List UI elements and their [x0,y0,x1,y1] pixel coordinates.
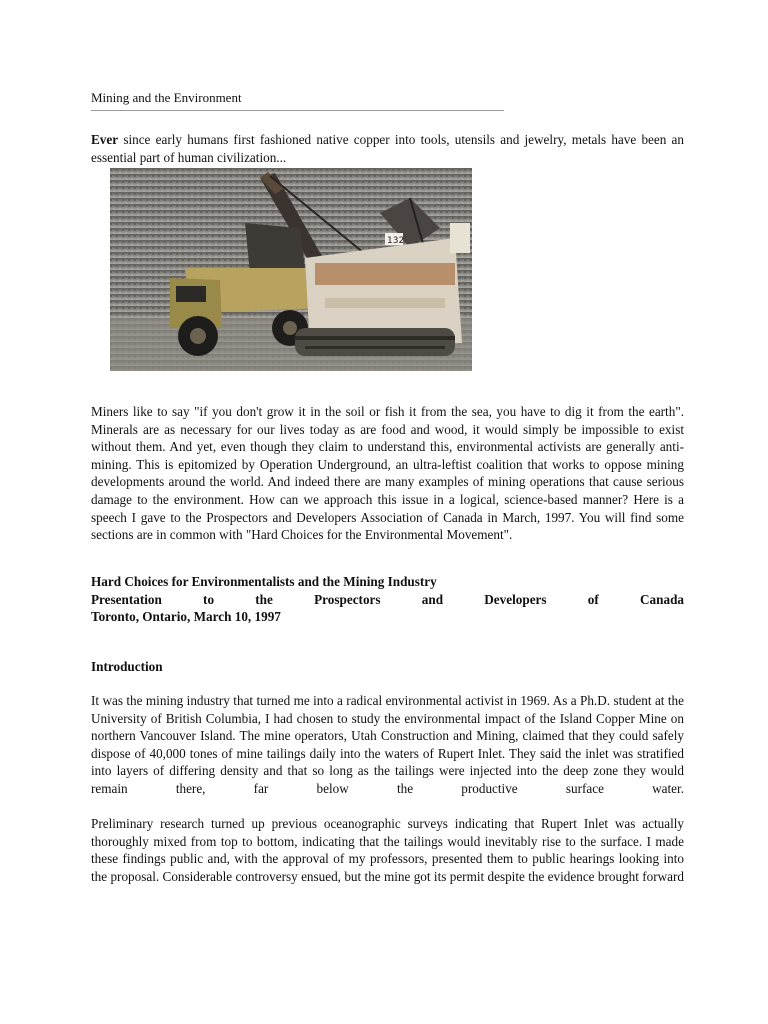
miners-paragraph: Miners like to say "if you don't grow it in the soil or fish it from the sea, you have to dig it from the earth". Minerals are as necessary for our lives today as are food and wood, it would simply be impossible to exist without them. And yet, even though they claim to understand this, environmental activists are generally anti-mining. This is epitomized by Operation Underground, an ultra-leftist coalition that works to oppose mining developments around the world. And indeed there are many examples of mining operations that cause serious damage to the environment. How can we approach this issue in a logical, science-based manner? Here is a speech I gave to the Prospectors and Developers Association of Canada in March, 1997. You will find some sections are in common with "Hard Choices for the Environmental Movement". [91,404,684,543]
speech-subtitle: Presentation to the Prospectors and Developers of Canada [91,591,684,607]
section-heading-introduction: Introduction [91,659,163,674]
speech-title: Hard Choices for Environmentalists and the Mining Industry [91,574,437,589]
document-title: Mining and the Environment [91,90,242,105]
speech-location-date: Toronto, Ontario, March 10, 1997 [91,609,281,625]
intro-lead-word: Ever [91,132,119,147]
title-divider [91,110,504,111]
introduction-paragraph-2: Preliminary research turned up previous oceanographic surveys indicating that Rupert Inlet was actually thoroughly mixed from top to bottom, indicating that the tailings would inevitably rise to the surface. I made these findings public and, with the approval of my professors, presented them to public hearings looking into the proposal. Considerable controversy ensued, but the mine got its permit despite the evidence brought forward [91,816,684,884]
speech-heading [91,573,684,626]
introduction-paragraph-1: It was the mining industry that turned me into a radical environmental activist in 1969. As a Ph.D. student at the University of British Columbia, I had chosen to study the environmental impact of the Island Copper Mine on northern Vancouver Island. The mine operators, Utah Construction and Mining, claimed that they could safely dispose of 40,000 tones of mine tailings daily into the waters of Rupert Inlet. They said the inlet was stratified into layers of differing density and that so long as the tailings were injected into the deep zone they would remain there, far below the productive surface water. [91,693,684,796]
intro-text: since early humans first fashioned native copper into tools, utensils and jewelry, metals have been an essential part of human civilization... [91,132,684,165]
svg-text:132: 132 [387,236,405,246]
mining-photo [110,168,472,371]
intro-paragraph [91,131,684,166]
